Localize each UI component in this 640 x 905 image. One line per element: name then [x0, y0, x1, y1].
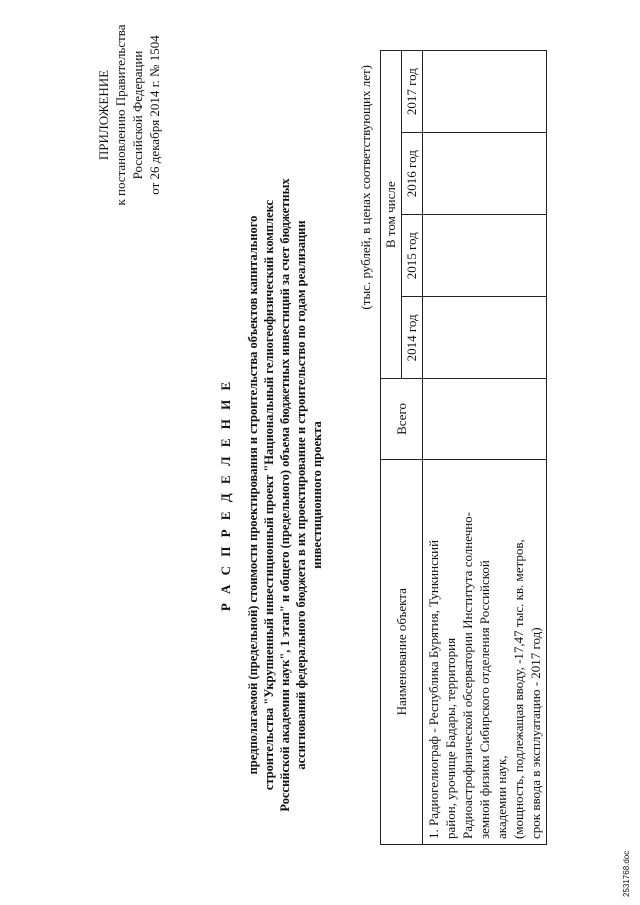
object-line: Радиоастрофизической обсерватории Института солнечно-	[460, 511, 475, 839]
object-line: срок ввода в эксплуатацию - 2017 год)	[528, 627, 543, 839]
document-file-reference: 2531768.doc	[622, 850, 631, 897]
total-cell	[423, 379, 547, 459]
document-heading: Р А С П Р Е Д Е Л Е Н И Е	[218, 378, 233, 612]
year-2015-cell	[423, 215, 547, 297]
header-year-2017: 2017 год	[402, 51, 423, 133]
subtitle-line: Российской академии наук", 1 этап" и общего (предельного) объема бюджетных инвестиций за счет бюджетных	[278, 178, 292, 812]
annex-title: ПРИЛОЖЕНИЕ	[96, 69, 111, 161]
header-total: Всего	[381, 379, 423, 459]
object-description-cell	[423, 459, 547, 844]
annex-line-1: к постановлению Правительства	[113, 24, 128, 206]
subtitle-line: предполагаемой (предельной) стоимости проектирования и строительства объектов капитального	[246, 215, 260, 775]
subtitle-line: инвестиционного проекта	[310, 421, 324, 569]
annex-block	[95, 15, 163, 215]
object-line: земной физики Сибирского отделения Российской	[477, 560, 492, 839]
distribution-table	[380, 50, 547, 845]
object-line: (мощность, подлежащая вводу, -17,47 тыс. кв. метров,	[511, 539, 526, 839]
year-2017-cell	[423, 51, 547, 133]
object-line: 1. Радиогелиограф - Республика Бурятия, Тункинский	[426, 539, 441, 839]
header-year-2014: 2014 год	[402, 297, 423, 379]
object-line: район, урочище Бадары, территория	[443, 637, 458, 839]
subtitle-line: ассигнований федерального бюджета в их проектирование и строительство по годам реализации	[294, 220, 308, 770]
annex-line-3: от 26 декабря 2014 г. № 1504	[147, 35, 162, 195]
year-2016-cell	[423, 133, 547, 215]
subtitle-line: строительства "Укрупненный инвестиционный проект "Национальный гелиогеофизический комплекс	[262, 199, 276, 791]
units-note: (тыс. рублей, в ценах соответствующих лет)	[358, 65, 373, 310]
header-including: В том числе	[381, 51, 402, 379]
header-year-2015: 2015 год	[402, 215, 423, 297]
header-object-name: Наименование объекта	[381, 459, 423, 844]
table-row	[423, 51, 547, 845]
header-year-2016: 2016 год	[402, 133, 423, 215]
year-2014-cell	[423, 297, 547, 379]
table-header-row	[381, 51, 402, 845]
annex-line-2: Российской Федерации	[130, 50, 145, 180]
document-subtitle	[245, 175, 325, 815]
object-line: академии наук,	[494, 755, 509, 839]
